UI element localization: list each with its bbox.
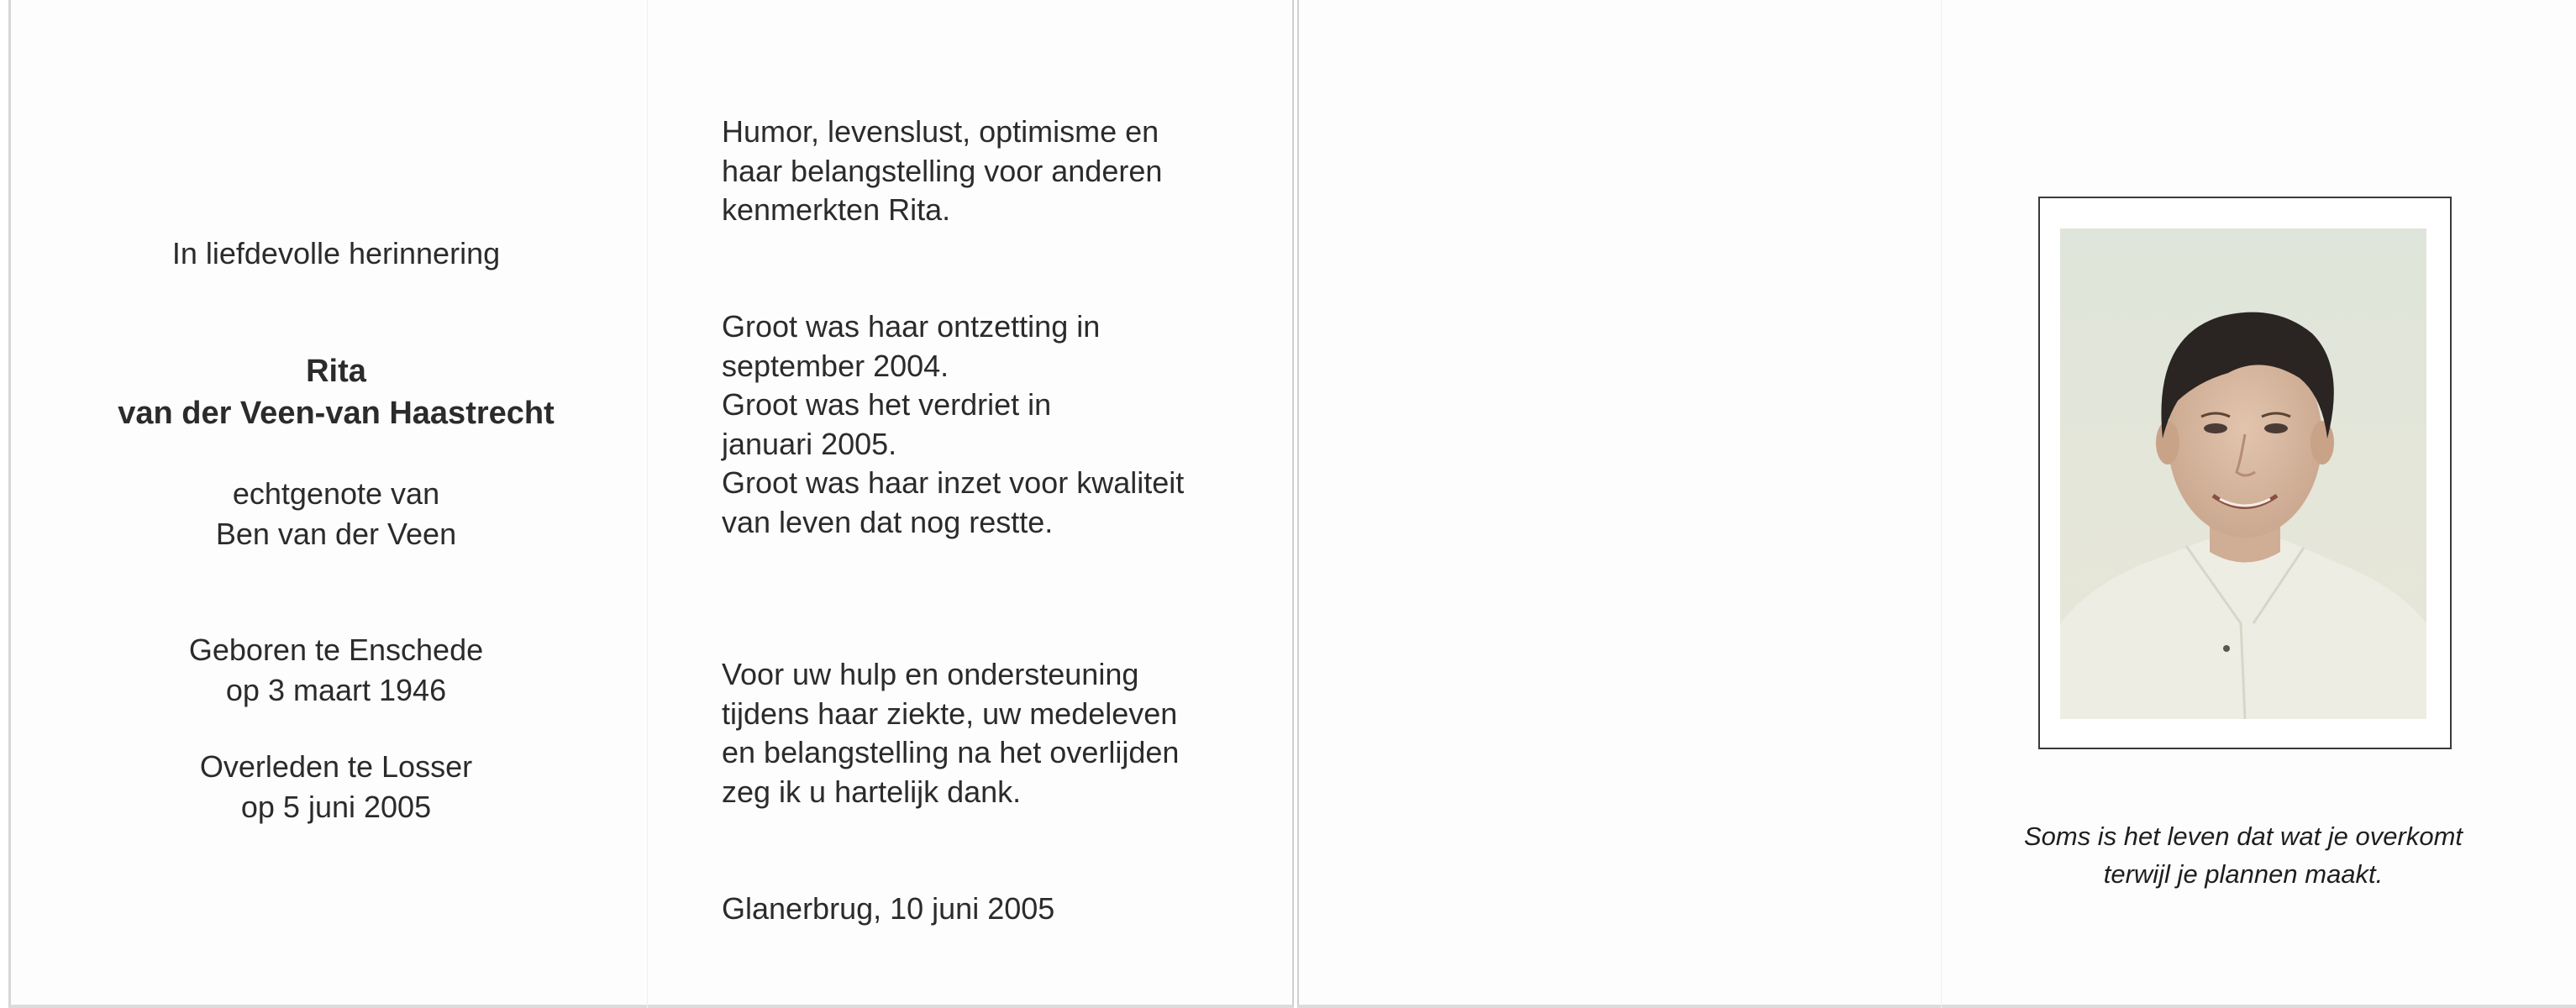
para3-line: en belangstelling na het overlijden	[722, 735, 1180, 769]
para2-line: Groot was haar inzet voor kwaliteit	[722, 465, 1185, 500]
para2-line: Groot was haar ontzetting in	[722, 309, 1101, 344]
para2-line: september 2004.	[722, 348, 949, 383]
quote-line-1: Soms is het leven dat wat je overkomt	[2023, 822, 2463, 851]
born-line-2: op 3 maart 1946	[225, 673, 447, 707]
quote-line-2: terwijl je plannen maakt.	[2103, 859, 2384, 889]
signoff-block	[722, 890, 1259, 929]
birth-block	[84, 630, 588, 711]
died-line-2: op 5 juni 2005	[240, 790, 432, 824]
in-memory-block	[84, 234, 588, 274]
character-paragraph	[722, 113, 1259, 230]
portrait-photo	[2060, 228, 2426, 719]
para1-line: Humor, levenslust, optimisme en	[722, 114, 1159, 149]
illness-paragraph	[722, 307, 1276, 542]
para3-line: Voor uw hulp en ondersteuning	[722, 657, 1139, 691]
signoff-text: Glanerbrug, 10 juni 2005	[722, 891, 1055, 926]
spouse-line-2: Ben van der Veen	[215, 517, 457, 551]
deceased-name-block	[50, 350, 622, 434]
thanks-paragraph	[722, 655, 1276, 811]
para2-line: Groot was het verdriet in	[722, 387, 1052, 422]
para3-line: tijdens haar ziekte, uw medeleven	[722, 696, 1178, 731]
died-line-1: Overleden te Losser	[199, 749, 473, 784]
para2-line: van leven dat nog restte.	[722, 504, 1054, 539]
para1-line: kenmerkten Rita.	[722, 192, 951, 227]
portrait-frame	[2038, 197, 2452, 749]
spouse-block	[84, 474, 588, 554]
para1-line: haar belangstelling voor anderen	[722, 153, 1163, 188]
closing-quote	[1932, 817, 2554, 893]
para2-line: januari 2005.	[722, 426, 897, 461]
para3-line: zeg ik u hartelijk dank.	[722, 774, 1022, 809]
spouse-line-1: echtgenote van	[232, 476, 440, 511]
full-name: van der Veen-van Haastrecht	[118, 396, 555, 431]
fold-line-left	[647, 0, 648, 1008]
death-block	[84, 747, 588, 827]
intro-text: In liefdevolle herinnering	[171, 236, 501, 270]
born-line-1: Geboren te Enschede	[188, 633, 484, 667]
first-name: Rita	[306, 354, 366, 389]
